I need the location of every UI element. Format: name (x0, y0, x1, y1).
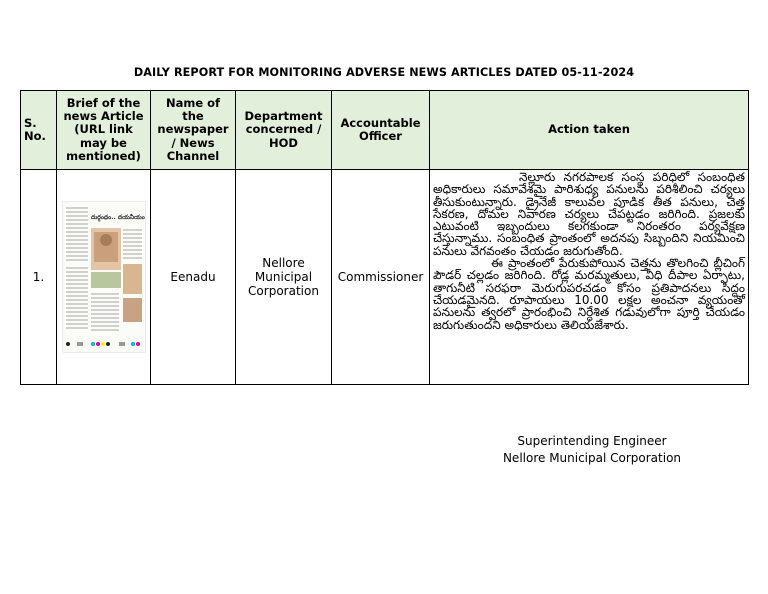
signature-designation: Superintending Engineer (517, 434, 667, 448)
header-action: Action taken (430, 91, 749, 170)
report-title: DAILY REPORT FOR MONITORING ADVERSE NEWS ARTICLES DATED 05-11-2024 (133, 66, 635, 79)
report-table (20, 90, 749, 385)
cell-department: Nellore Municipal Corporation (236, 170, 332, 385)
cell-newspaper: Eenadu (151, 170, 236, 385)
action-paragraph: ఈ ప్రాంతంలో పేరుకుపోయిన చెత్తను తొలగించి బ్లీచింగ్ పౌడర్ చల్లడం జరిగింది. రోడ్ల మరమ్మతులు, వీధి దీపాల ఏర్పాటు, తాగునీటి సరఫరా మెరుగుపరచడం కోసం ప్రతిపాదనలు సిద్ధం చేయడమైనది. రూపాయలు 10.00 లక్షల అంచనా వ్యయంతో పనులను త్వరలో ప్రారంభించి నిర్దేశిత గడువులోగా పూర్తి చేయడం జరుగుతుందని అధికారులు తెలియజేశారు. (433, 256, 745, 332)
signature-organization: Nellore Municipal Corporation (502, 450, 682, 465)
cell-action-taken (430, 170, 749, 385)
header-officer: Accountable Officer (332, 91, 430, 170)
signature-block (492, 433, 692, 466)
cell-officer: Commissioner (332, 170, 430, 385)
header-row (21, 91, 749, 170)
cell-sno: 1. (21, 170, 57, 385)
clipping-headline: దుర్గంధం.. దయనీయం (90, 214, 145, 221)
header-brief: Brief of the news Article (URL link may be mentioned) (57, 91, 151, 170)
cell-brief (57, 170, 151, 385)
newspaper-clipping-image (62, 201, 146, 353)
action-paragraph: నెల్లూరు నగరపాలక సంస్థ పరిధిలో సంబంధిత అధికారులు సమావేశమై పారిశుధ్య పనులను పరిశీలించి చర్యలు తీసుకుంటున్నారు. డ్రైనేజీ కాలువల పూడిక తీత పనులు, చెత్త సేకరణ, దోమల నివారణ చర్యలు చేపట్టడం జరిగింది. ప్రజలకు ఎటువంటి ఇబ్బందులు కలగకుండా నిరంతరం పర్యవేక్షణ చేస్తున్నాము. సంబంధిత ప్రాంతంలో అదనపు సిబ్బందిని నియమించి పనులు వేగవంతం చేయడం జరుగుతోంది. (433, 170, 745, 258)
header-department: Department concerned / HOD (236, 91, 332, 170)
table-row (21, 170, 749, 385)
header-newspaper: Name of the newspaper / News Channel (151, 91, 236, 170)
header-sno: S. No. (21, 91, 57, 170)
